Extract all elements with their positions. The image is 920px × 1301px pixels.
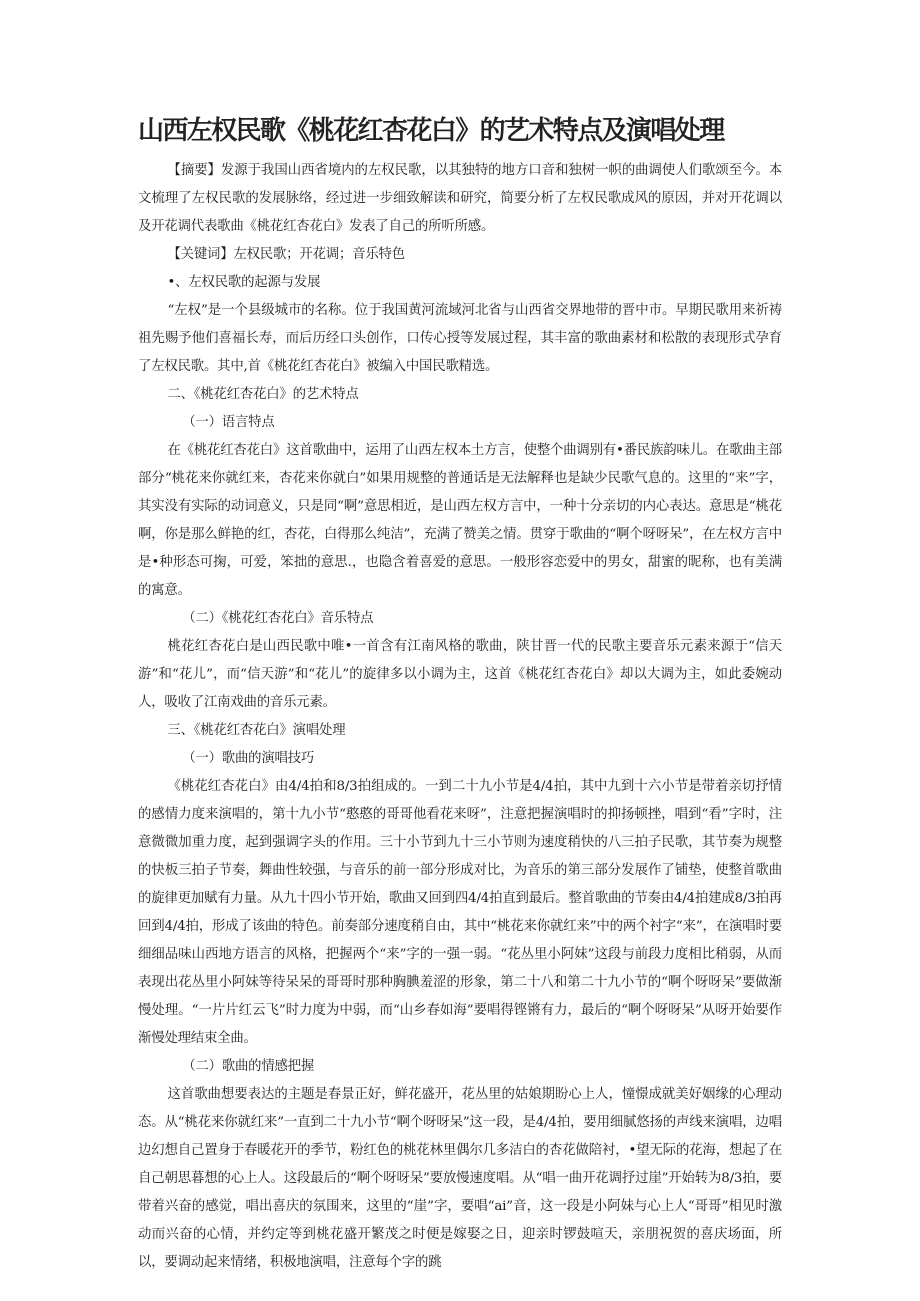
section-3-2-paragraph: 这首歌曲想要表达的主题是春景正好，鲜花盛开，花丛里的姑娘期盼心上人，憧憬成就美好姻缘的心理动态。从“桃花来你就红来”一直到二十九小节“啊个呀呀呆”这一段，是4/4拍，要用细腻悠扬的声线来演唱，边唱边幻想自己置身于春暖花开的季节，粉红色的桃花林里偶尔几多洁白的杏花做陪衬，•望无际的花海，想起了在自己朝思暮想的心上人。这段最后的“啊个呀呀呆”要放慢速度唱。从“唱一曲开花调抒过崖”开始转为8/3拍，要带着兴奋的感觉，唱出喜庆的氛围来，这里的“崖”字，要唱“ai”音，这一段是小阿妹与心上人“哥哥”相见时激动而兴奋的心情，并约定等到桃花盛开繁茂之时便是嫁娶之日，迎亲时锣鼓喧天，亲朋祝贺的喜庆场面，所以，要调动起来情绪，积极地演唱，注意每个字的跳 bbox=[138, 1087, 782, 1270]
section-3-1-heading: （一）歌曲的演唱技巧 bbox=[182, 751, 315, 766]
section-3-2-heading: （二）歌曲的情感把握 bbox=[182, 1059, 315, 1074]
document-body bbox=[138, 157, 782, 1277]
section-1-heading: •、左权民歌的起源与发展 bbox=[167, 275, 321, 290]
section-2-2-heading: （二）《桃花红杏花白》音乐特点 bbox=[182, 611, 374, 626]
keywords-line: 【关键词】左权民歌；开花调；音乐特色 bbox=[167, 247, 405, 262]
section-2-heading: 二、《桃花红杏花白》的艺术特点 bbox=[167, 387, 359, 402]
abstract-paragraph: 【摘要】发源于我国山西省境内的左权民歌，以其独特的地方口音和独树一帜的曲调使人们歌颂至今。本文梳理了左权民歌的发展脉络，经过进一步细致解读和研究，简要分析了左权民歌成风的原因，并对开花调以及开花调代表歌曲《桃花红杏花白》发表了自己的所听所感。 bbox=[138, 163, 782, 234]
section-1-paragraph: “左权”是一个县级城市的名称。位于我国黄河流域河北省与山西省交界地带的晋中市。早期民歌用来祈祷祖先赐予他们喜福长寿，而后历经口头创作，口传心授等发展过程，其丰富的歌曲素材和松散的表现形式孕育了左权民歌。其中,首《桃花红杏花白》被编入中国民歌精选。 bbox=[138, 303, 782, 374]
section-2-1-paragraph: 在《桃花红杏花白》这首歌曲中，运用了山西左权本土方言，使整个曲调别有•番民族韵味儿。在歌曲主部部分“桃花来你就红来，杏花来你就白”如果用规整的普通话是无法解释也是缺少民歌气息的。这里的“来”字，其实没有实际的动词意义，只是同“啊”意思相近，是山西左权方言中，一种十分亲切的内心表达。意思是“桃花啊，你是那么鲜艳的红，杏花，白得那么纯洁”，充满了赞美之情。贯穿于歌曲的“啊个呀呀呆”，在左权方言中是•种形态可掬，可爱，笨拙的意思.，也隐含着喜爱的意思。一般形容恋爱中的男女，甜蜜的昵称，也有美满的寓意。 bbox=[138, 443, 782, 598]
section-2-2-paragraph: 桃花红杏花白是山西民歌中唯•一首含有江南风格的歌曲，陕甘晋一代的民歌主要音乐元素来源于“信天游”和“花儿”，而“信天游”和“花儿”的旋律多以小调为主，这首《桃花红杏花白》却以大调为主，如此委婉动人，吸收了江南戏曲的音乐元素。 bbox=[138, 639, 782, 710]
section-3-heading: 三、《桃花红杏花白》演唱处理 bbox=[167, 723, 346, 738]
document-title: 山西左权民歌《桃花红杏花白》的艺术特点及演唱处理 bbox=[138, 116, 724, 146]
section-2-1-heading: （一）语言特点 bbox=[182, 415, 275, 430]
section-3-1-paragraph: 《桃花红杏花白》由4/4拍和8/3拍组成的。一到二十九小节是4/4拍，其中九到十六小节是带着亲切抒情的感情力度来演唱的，第十九小节“憨憨的哥哥他看花来呀”，注意把握演唱时的抑扬顿挫，唱到“看”字时，注意微微加重力度，起到强调字头的作用。三十小节到九十三小节则为速度稍快的八三拍子民歌，其节奏为规整的快板三拍子节奏，舞曲性较强，与音乐的前一部分形成对比，为音乐的第三部分发展作了铺垫，使整首歌曲的旋律更加赋有力量。从九十四小节开始，歌曲又回到四4/4拍直到最后。整首歌曲的节奏由4/4拍建成8/3拍再回到4/4拍，形成了该曲的特色。前奏部分速度稍自由，其中“桃花来你就红来”中的两个衬字“来”，在演唱时要细细品味山西地方语言的风格，把握两个“来”字的一强一弱。“花丛里小阿妹”这段与前段力度相比稍弱，从而表现出花丛里小阿妹等待呆呆的哥哥时那种胸腆羞涩的形象，第二十八和第二十九小节的“啊个呀呀呆”要做渐慢处理。“一片片红云飞”时力度为中弱，而“山乡春如海”要唱得铿锵有力，最后的“啊个呀呀呆”从呀开始要作渐慢处理结束全曲。 bbox=[138, 779, 782, 1046]
